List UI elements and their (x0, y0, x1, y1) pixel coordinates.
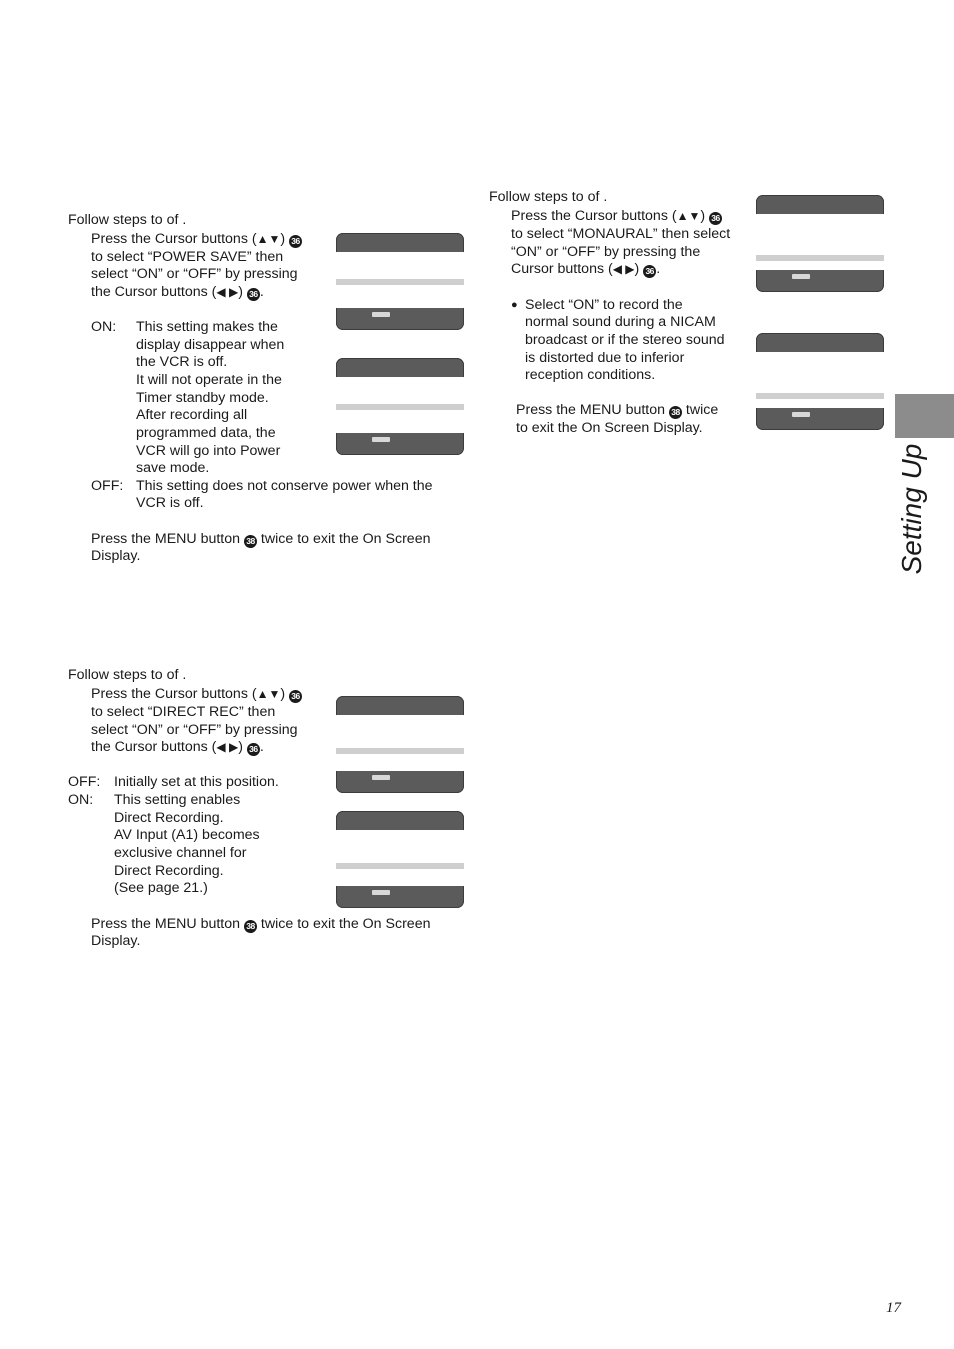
monaural-step1-line3: “ON” or “OFF” by pressing the (511, 244, 701, 260)
monaural-menu-line1: Press the MENU button 38 twice (516, 402, 719, 418)
direct-rec-step1-line3: select “ON” or “OFF” by pressing (91, 722, 298, 738)
monaural-bullet-line-5: reception conditions. (525, 367, 656, 383)
direct-rec-off-desc: Initially set at this position. (114, 774, 279, 790)
direct-rec-on-label: ON: (68, 792, 94, 808)
cursor-button-ref-icon: 36 (643, 265, 656, 278)
monaural-screen-illustration-2 (756, 333, 884, 430)
power-save-step1-line4: the Cursor buttons (◀ ▶) 36 . (91, 284, 264, 300)
power-save-on-label: ON: (91, 319, 117, 335)
direct-rec-step1-line4: the Cursor buttons (◀ ▶) 36 . (91, 739, 264, 755)
direct-rec-on-desc-2: Direct Recording. (114, 810, 224, 826)
menu-button-ref-icon: 38 (244, 535, 257, 548)
cursor-button-ref-icon: 36 (247, 288, 260, 301)
monaural-bullet-line-1: Select “ON” to record the (525, 297, 683, 313)
menu-button-ref-icon: 38 (244, 920, 257, 933)
left-right-arrows-icon: ◀ ▶ (612, 262, 635, 276)
power-save-on-desc-3: the VCR is off. (136, 354, 228, 370)
power-save-on-desc-9: save mode. (136, 460, 210, 476)
monaural-step1-line2: to select “MONAURAL” then select (511, 226, 731, 242)
direct-rec-on-desc-1: This setting enables (114, 792, 241, 808)
direct-rec-screen-illustration-2 (336, 811, 464, 908)
menu-button-ref-icon: 38 (669, 406, 682, 419)
monaural-step1-line4: Cursor buttons (◀ ▶) 36 . (511, 261, 661, 277)
power-save-on-desc-1: This setting makes the (136, 319, 278, 335)
cursor-button-ref-icon: 36 (247, 743, 260, 756)
power-save-intro: Follow steps to of . (68, 212, 187, 228)
direct-rec-on-desc-4: exclusive channel for (114, 845, 247, 861)
monaural-menu-line2: to exit the On Screen Display. (516, 420, 703, 436)
power-save-menu-line1: Press the MENU button 38 twice to exit the On Screen (91, 531, 431, 547)
left-right-arrows-icon: ◀ ▶ (216, 740, 239, 754)
monaural-intro: Follow steps to of . (489, 189, 608, 205)
direct-rec-on-desc-5: Direct Recording. (114, 863, 224, 879)
monaural-screen-illustration-1 (756, 195, 884, 292)
power-save-on-desc-4: It will not operate in the (136, 372, 282, 388)
monaural-step1-line1: Press the Cursor buttons (▲▼) 36 (511, 208, 722, 226)
direct-rec-step1-line1: Press the Cursor buttons (▲▼) 36 (91, 686, 302, 704)
power-save-on-desc-8: VCR will go into Power (136, 443, 281, 459)
power-save-step1-line3: select “ON” or “OFF” by pressing (91, 266, 298, 282)
direct-rec-menu-line2: Display. (91, 933, 141, 949)
power-save-off-label: OFF: (91, 478, 124, 494)
power-save-screen-illustration-1 (336, 233, 464, 330)
power-save-off-desc-2: VCR is off. (136, 495, 204, 511)
cursor-button-ref-icon: 36 (289, 690, 302, 703)
section-side-title: Setting Up (896, 443, 928, 575)
power-save-on-desc-5: Timer standby mode. (136, 390, 269, 406)
direct-rec-step1-line2: to select “DIRECT REC” then (91, 704, 276, 720)
power-save-off-desc-1: This setting does not conserve power when the (136, 478, 433, 494)
cursor-button-ref-icon: 36 (289, 235, 302, 248)
up-down-arrows-icon: ▲▼ (676, 209, 701, 223)
power-save-on-desc-6: After recording all (136, 407, 248, 423)
direct-rec-on-desc-6: (See page 21.) (114, 880, 208, 896)
direct-rec-intro: Follow steps to of . (68, 667, 187, 683)
monaural-bullet-line-4: is distorted due to inferior (525, 350, 685, 366)
monaural-bullet-line-2: normal sound during a NICAM (525, 314, 716, 330)
bullet-icon: ● (511, 299, 518, 311)
up-down-arrows-icon: ▲▼ (256, 232, 281, 246)
power-save-step1-line2: to select “POWER SAVE” then (91, 249, 284, 265)
power-save-menu-line2: Display. (91, 548, 141, 564)
direct-rec-off-label: OFF: (68, 774, 101, 790)
up-down-arrows-icon: ▲▼ (256, 687, 281, 701)
monaural-bullet-line-3: broadcast or if the stereo sound (525, 332, 725, 348)
direct-rec-menu-line1: Press the MENU button 38 twice to exit the On Screen (91, 916, 431, 932)
power-save-screen-illustration-2 (336, 358, 464, 455)
section-tab-marker (895, 394, 954, 438)
left-right-arrows-icon: ◀ ▶ (216, 285, 239, 299)
power-save-on-desc-7: programmed data, the (136, 425, 276, 441)
direct-rec-on-desc-3: AV Input (A1) becomes (114, 827, 260, 843)
direct-rec-screen-illustration-1 (336, 696, 464, 793)
power-save-step1-line1: Press the Cursor buttons (▲▼) 36 (91, 231, 302, 249)
power-save-on-desc-2: display disappear when (136, 337, 285, 353)
page-number: 17 (886, 1300, 901, 1316)
cursor-button-ref-icon: 36 (709, 212, 722, 225)
